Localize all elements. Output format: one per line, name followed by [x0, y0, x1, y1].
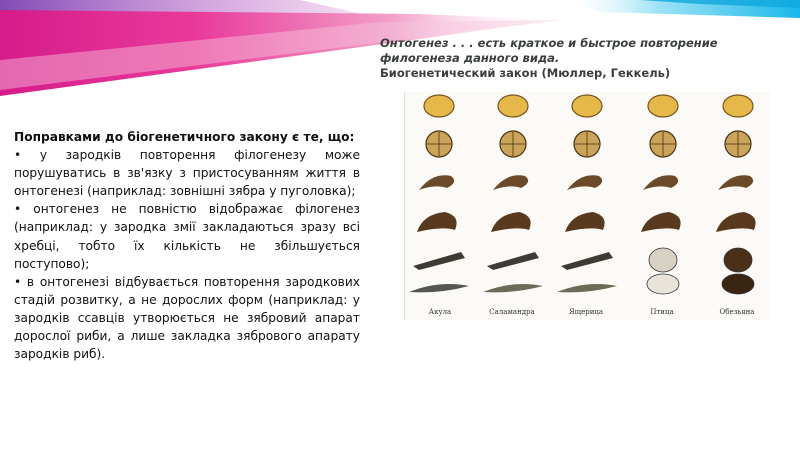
bird-adult — [647, 274, 679, 294]
salamander-adult — [483, 284, 543, 292]
egg-stage-1 — [498, 95, 528, 117]
caption-shark: Акула — [428, 308, 452, 316]
tailbud-embryo-3 — [641, 212, 681, 232]
salamander-fetus — [487, 252, 539, 270]
early-embryo-0 — [419, 175, 454, 190]
bullet-1: • у зародків повторення філогенезу може порушуватись в зв'язку з пристосуванням життя в онтогенезі (наприклад: зовнішні зябра у пуголовка); — [14, 148, 360, 199]
figure-captions — [405, 308, 770, 320]
lizard-adult — [557, 284, 617, 292]
slide-heading — [380, 36, 790, 81]
bird-fetus — [649, 248, 677, 272]
text-title: Поправками до біогенетичного закону є те, що: — [14, 130, 355, 144]
early-embryo-1 — [493, 175, 528, 190]
lizard-fetus — [561, 252, 613, 270]
caption-monkey: Обезьяна — [719, 308, 755, 316]
early-embryo-4 — [718, 175, 753, 190]
shark-adult — [409, 284, 469, 292]
heading-line-1: Онтогенез . . . есть краткое и быстрое повторение — [380, 36, 718, 50]
tailbud-embryo-0 — [417, 212, 457, 232]
monkey-adult — [722, 274, 754, 294]
heading-line-3: Биогенетический закон (Мюллер, Геккель) — [380, 66, 671, 80]
caption-bird: Птица — [650, 308, 674, 316]
caption-lizard: Ящерица — [568, 308, 604, 316]
early-embryo-2 — [567, 175, 602, 190]
heading-line-2: филогенеза данного вида. — [380, 51, 560, 65]
egg-stage-3 — [648, 95, 678, 117]
tailbud-embryo-4 — [716, 212, 756, 232]
body-text — [14, 128, 360, 363]
egg-stage-2 — [572, 95, 602, 117]
embryo-comparison-figure — [404, 92, 770, 320]
shark-fetus — [413, 252, 465, 270]
bullet-2: • онтогенез не повністю відображає філогенез (наприклад: у зародка змії закладаються зразу всі хребці, тобто їх кількість не збільшується поступово); — [14, 202, 360, 271]
tailbud-embryo-2 — [565, 212, 605, 232]
embryo-illustration — [405, 92, 770, 308]
monkey-fetus — [724, 248, 752, 272]
caption-salamander: Саламандра — [489, 308, 535, 316]
egg-stage-0 — [424, 95, 454, 117]
bullet-3: • в онтогенезі відбувається повторення зародкових стадій розвитку, а не дорослих форм (наприклад: у зародків ссавців утворюється не зябровий апарат дорослої риби, а лише закладка зябрового апарату зародків риб). — [14, 274, 360, 362]
tailbud-embryo-1 — [491, 212, 531, 232]
early-embryo-3 — [643, 175, 678, 190]
egg-stage-4 — [723, 95, 753, 117]
